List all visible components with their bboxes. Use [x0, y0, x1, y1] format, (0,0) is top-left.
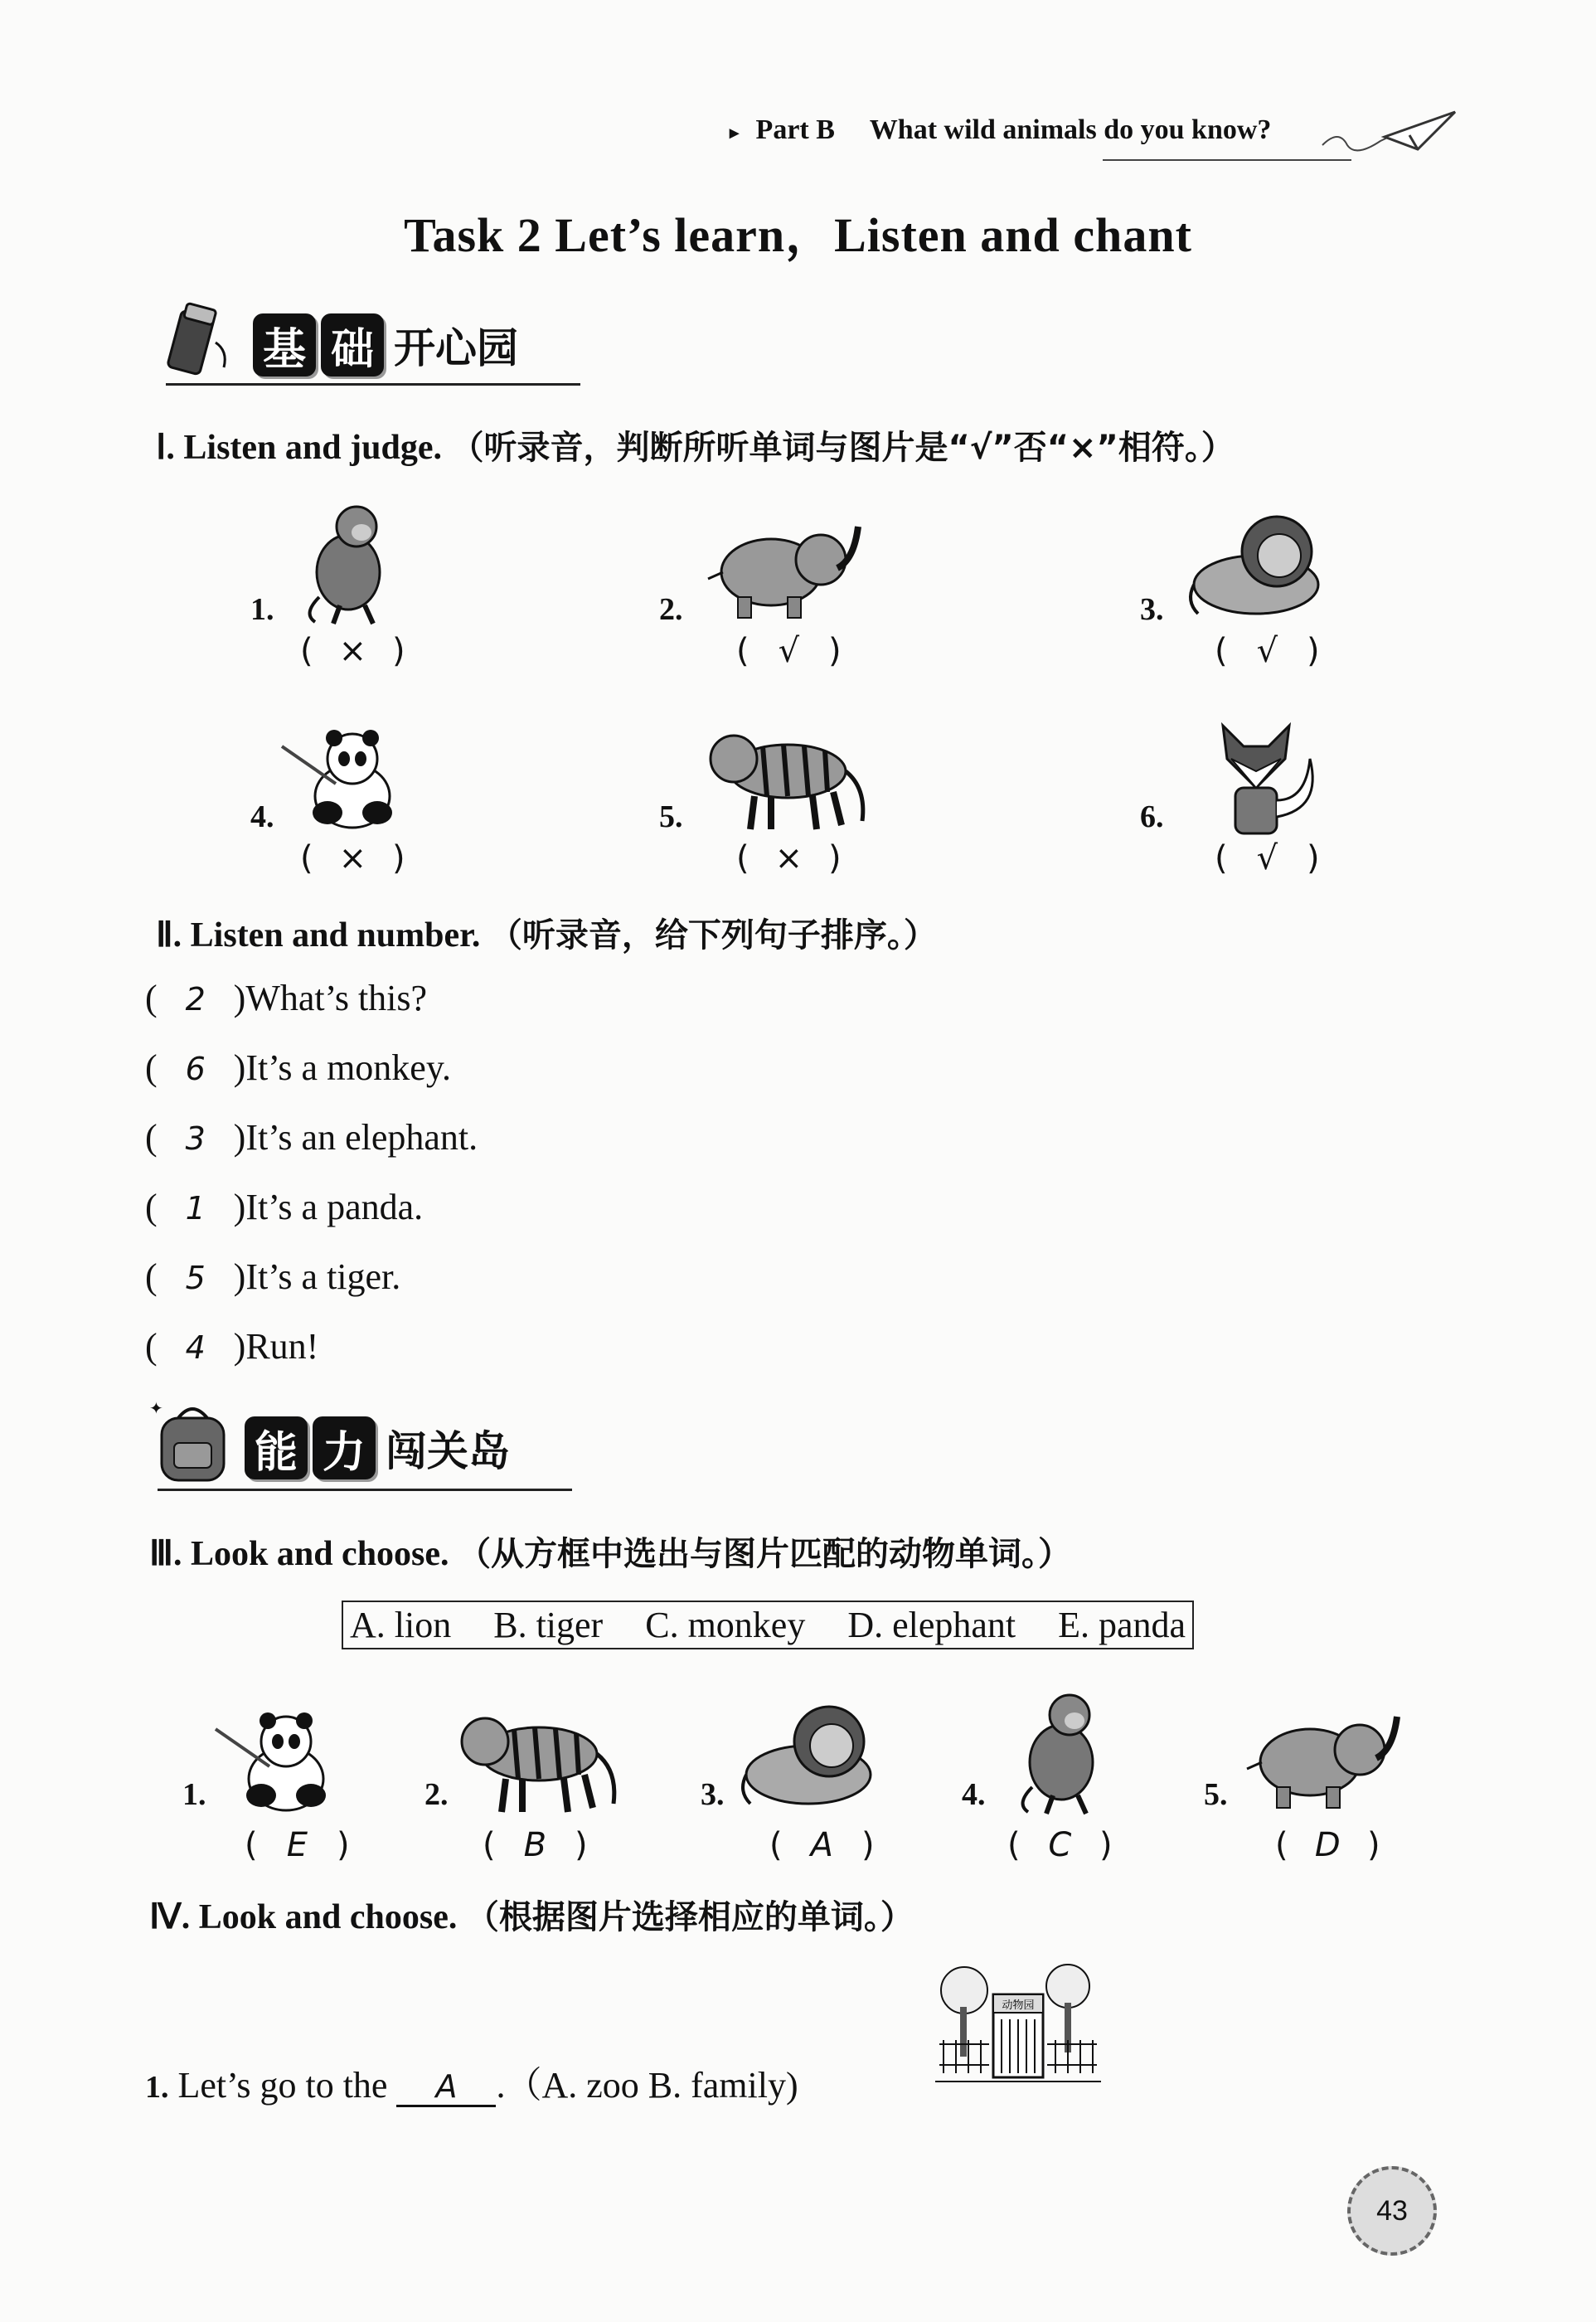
badge-underline [158, 1489, 572, 1491]
item-number: 3. [701, 1777, 725, 1812]
choose-answer-5: ( D ) [1275, 1826, 1380, 1864]
svg-text:✦: ✦ [149, 1398, 163, 1418]
item-number: 2. [659, 592, 683, 627]
badge-char: 力 [313, 1416, 376, 1479]
section-1-instruction: （听录音，判断所听单词与图片是“√”否“×”相符。） [450, 429, 1235, 467]
panda-icon [211, 1704, 344, 1816]
running-header [730, 114, 1271, 146]
item-number: 5. [659, 799, 683, 834]
question-4-1: 1. Let’s go to the A .（A. zoo B. family) [145, 2065, 798, 2106]
judge-answer-2: ( √ ) [736, 632, 842, 670]
badge-char: 础 [321, 313, 384, 376]
section-1-label: Ⅰ. Listen and judge. [156, 429, 442, 467]
item-number: 4. [250, 799, 274, 834]
word-options-box [342, 1601, 1194, 1649]
section-4-label: Ⅳ. Look and choose. [149, 1898, 458, 1936]
option: A. lion [350, 1605, 452, 1645]
paper-plane-icon [1318, 104, 1459, 162]
badge-text: 闯关岛 [386, 1427, 510, 1475]
item-number: 3. [1140, 592, 1164, 627]
monkey-icon [995, 1683, 1119, 1816]
item-number: 1. [250, 592, 274, 627]
header-rule [1103, 159, 1351, 161]
option: C. monkey [645, 1605, 806, 1645]
lion-icon [734, 1700, 900, 1816]
item-number: 6. [1140, 799, 1164, 834]
panda-icon [278, 721, 410, 833]
section-4-heading [149, 1891, 914, 1938]
header-question: What wild animals do you know? [869, 114, 1272, 145]
judge-answer-5: ( × ) [736, 839, 842, 877]
section-badge-basic [253, 313, 518, 376]
judge-answer-3: ( √ ) [1215, 632, 1320, 670]
section-badge-ability [245, 1416, 510, 1479]
section-4-instruction: （根据图片选择相应的单词。） [465, 1898, 914, 1936]
fox-icon [1206, 717, 1327, 838]
section-3-label: Ⅲ. Look and choose. [149, 1535, 449, 1573]
tiger-icon [456, 1704, 622, 1816]
numbering-item: ( 1 )It’s a panda. [145, 1187, 424, 1227]
section-2-label: Ⅱ. Listen and number. [156, 916, 481, 955]
choose-answer-1: ( E ) [245, 1826, 350, 1864]
backpack-icon [145, 1397, 236, 1484]
judge-answer-4: ( × ) [300, 839, 405, 877]
badge-underline [166, 383, 580, 386]
option: D. elephant [847, 1605, 1016, 1645]
page-number: 43 [1347, 2166, 1437, 2256]
numbering-item: ( 4 )Run! [145, 1326, 319, 1367]
item-number: 5. [1204, 1777, 1228, 1812]
judge-answer-6: ( √ ) [1215, 839, 1320, 877]
option: E. panda [1058, 1605, 1186, 1645]
page-title: Task 2 Let’s learn，Listen and chant [404, 208, 1192, 262]
section-2-instruction: （听录音，给下列句子排序。） [488, 916, 937, 955]
elephant-icon [705, 514, 862, 622]
lion-icon [1181, 510, 1347, 622]
option: B. tiger [493, 1605, 604, 1645]
section-1-heading [156, 421, 1235, 469]
badge-char: 能 [245, 1416, 308, 1479]
section-3-heading [149, 1528, 1071, 1575]
monkey-icon [282, 498, 406, 626]
badge-text: 开心园 [394, 324, 518, 372]
triangle-bullet-icon: ▸ [730, 122, 740, 143]
choose-answer-3: ( A ) [769, 1826, 875, 1864]
numbering-item: ( 3 )It’s an elephant. [145, 1117, 478, 1158]
item-number: 1. [182, 1777, 206, 1812]
choose-answer-2: ( B ) [483, 1826, 588, 1864]
pencil-icon [158, 297, 236, 380]
item-number: 4. [962, 1777, 986, 1812]
badge-char: 基 [253, 313, 316, 376]
section-2-heading [156, 909, 937, 956]
section-3-instruction: （从方框中选出与图片匹配的动物单词。） [458, 1535, 1072, 1573]
numbering-item: ( 5 )It’s a tiger. [145, 1256, 401, 1297]
zoo-gate-icon [935, 1961, 1101, 2094]
answer-blank: A [396, 2068, 496, 2107]
header-part: Part B [755, 114, 835, 145]
svg-text:动物园: 动物园 [1002, 1999, 1035, 2012]
tiger-icon [705, 721, 871, 833]
elephant-icon [1244, 1704, 1401, 1816]
numbering-item: ( 6 )It’s a monkey. [145, 1047, 451, 1088]
numbering-item: ( 2 )What’s this? [145, 978, 428, 1018]
item-number: 2. [424, 1777, 449, 1812]
choose-answer-4: ( C ) [1007, 1826, 1113, 1864]
judge-answer-1: ( × ) [300, 632, 405, 670]
